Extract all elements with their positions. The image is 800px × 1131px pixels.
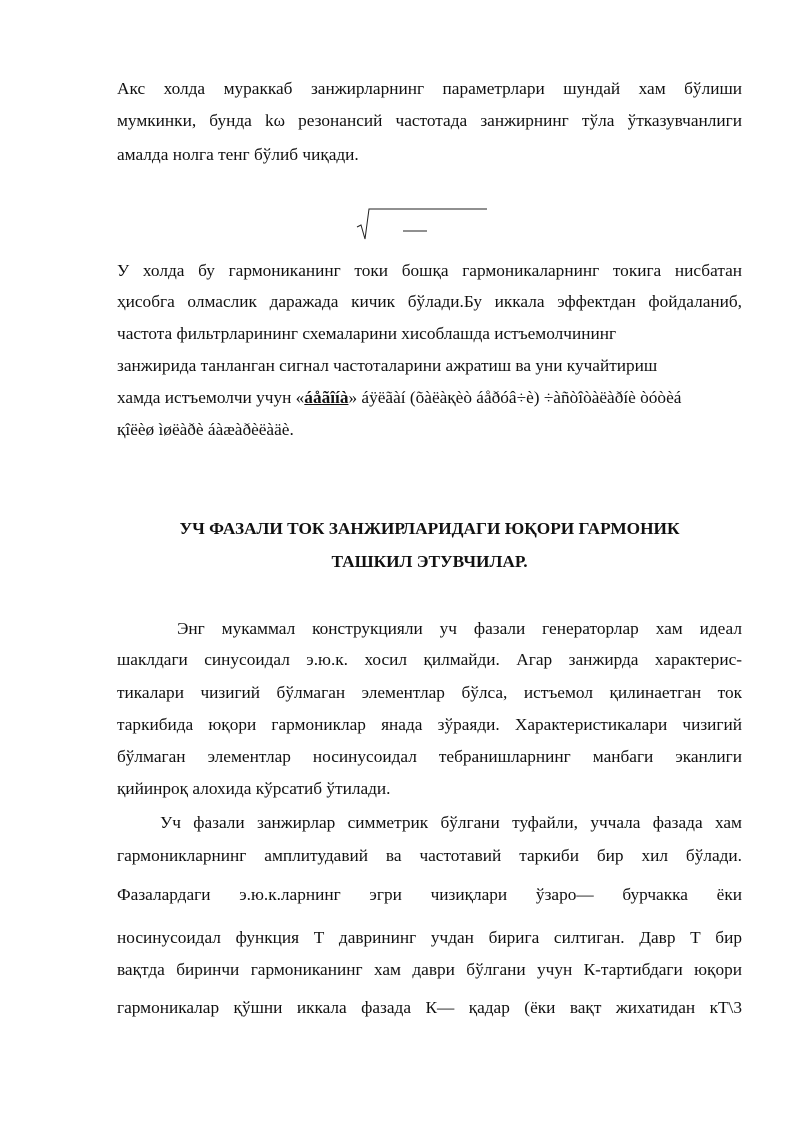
paragraph-1-line-3: амалда нолга тенг бўлиб чиқади. — [117, 145, 359, 164]
paragraph-3-line-3: тикалари чизигий бўлмаган элементлар бўлса, истъемол қилинаетган ток — [117, 683, 742, 702]
paragraph-3-line-6: қийинроқ алохида кўрсатиб ўтилади. — [117, 779, 391, 798]
paragraph-2-bold-term: áåãîíà — [304, 388, 349, 407]
paragraph-4-line-6: гармоникалар қўшни иккала фазада К— қадар (ёки вақт жихатидан кТ\3 — [117, 998, 742, 1017]
paragraph-2-line-3: частота фильтрларининг схемаларини хисоблашда истъемолчининг — [117, 324, 617, 343]
paragraph-2-line-5 — [117, 389, 742, 406]
paragraph-4-line-3: Фазалардаги э.ю.к.ларнинг эгри чизиқлари ўзаро— бурчакка ёки — [117, 885, 742, 904]
paragraph-2-line-2: ҳисобга олмаслик даражада кичик бўлади.Бу иккала эффектдан фойдаланиб, — [117, 292, 742, 311]
paragraph-2-line-6: қîëèø ìøëàðè áàæàðèëàäè. — [117, 420, 294, 439]
formula-radical — [355, 205, 490, 245]
paragraph-3-line-1: Энг мукаммал конструкцияли уч фазали генераторлар хам идеал — [177, 619, 742, 638]
paragraph-2-line-4: занжирида танланган сигнал частоталарини ажратиш ва уни кучайтириш — [117, 356, 658, 375]
paragraph-3-line-2: шаклдаги синусоидал э.ю.к. хосил қилмайди. Агар занжирда характерис- — [117, 650, 742, 669]
paragraph-3-line-5: бўлмаган элементлар носинусоидал тебранишларнинг манбаги эканлиги — [117, 747, 742, 766]
section-heading-line-2: ТАШКИЛ ЭТУВЧИЛАР. — [331, 552, 528, 571]
paragraph-4-line-4: носинусоидал функция Т даврининг учдан бирига силтиган. Давр Т бир — [117, 928, 742, 947]
paragraph-4-line-1: Уч фазали занжирлар симметрик бўлгани туфайли, уччала фазада хам — [160, 813, 742, 832]
section-heading-line-1: УЧ ФАЗАЛИ ТОК ЗАНЖИРЛАРИДАГИ ЮҚОРИ ГАРМОНИК — [179, 519, 680, 538]
paragraph-2-line-5-suffix: » áÿëãàí (õàëàқèò áåðóâ÷è) ÷àñòîòàëàðíè òóòèá — [348, 388, 682, 407]
paragraph-3-line-4: таркибида юқори гармониклар янада зўраяди. Характеристикалари чизигий — [117, 715, 742, 734]
paragraph-4-line-2: гармоникларнинг амплитудавий ва частотавий таркиби бир хил бўлади. — [117, 846, 742, 865]
paragraph-1-line-1: Акс холда мураккаб занжирларнинг параметрлари шундай хам бўлиши — [117, 79, 742, 98]
paragraph-2-line-5-prefix: хамда истъемолчи учун « — [117, 388, 305, 407]
paragraph-4-line-5: вақтда биринчи гармониканинг хам даври бўлгани учун К-тартибдаги юқори — [117, 960, 742, 979]
paragraph-2-line-1: У холда бу гармоникaнинг токи бошқа гармоникаларнинг токига нисбатан — [117, 261, 742, 280]
paragraph-1-line-2: мумкинки, бунда kω резонансий частотада занжирнинг тўла ўтказувчанлиги — [117, 111, 742, 130]
